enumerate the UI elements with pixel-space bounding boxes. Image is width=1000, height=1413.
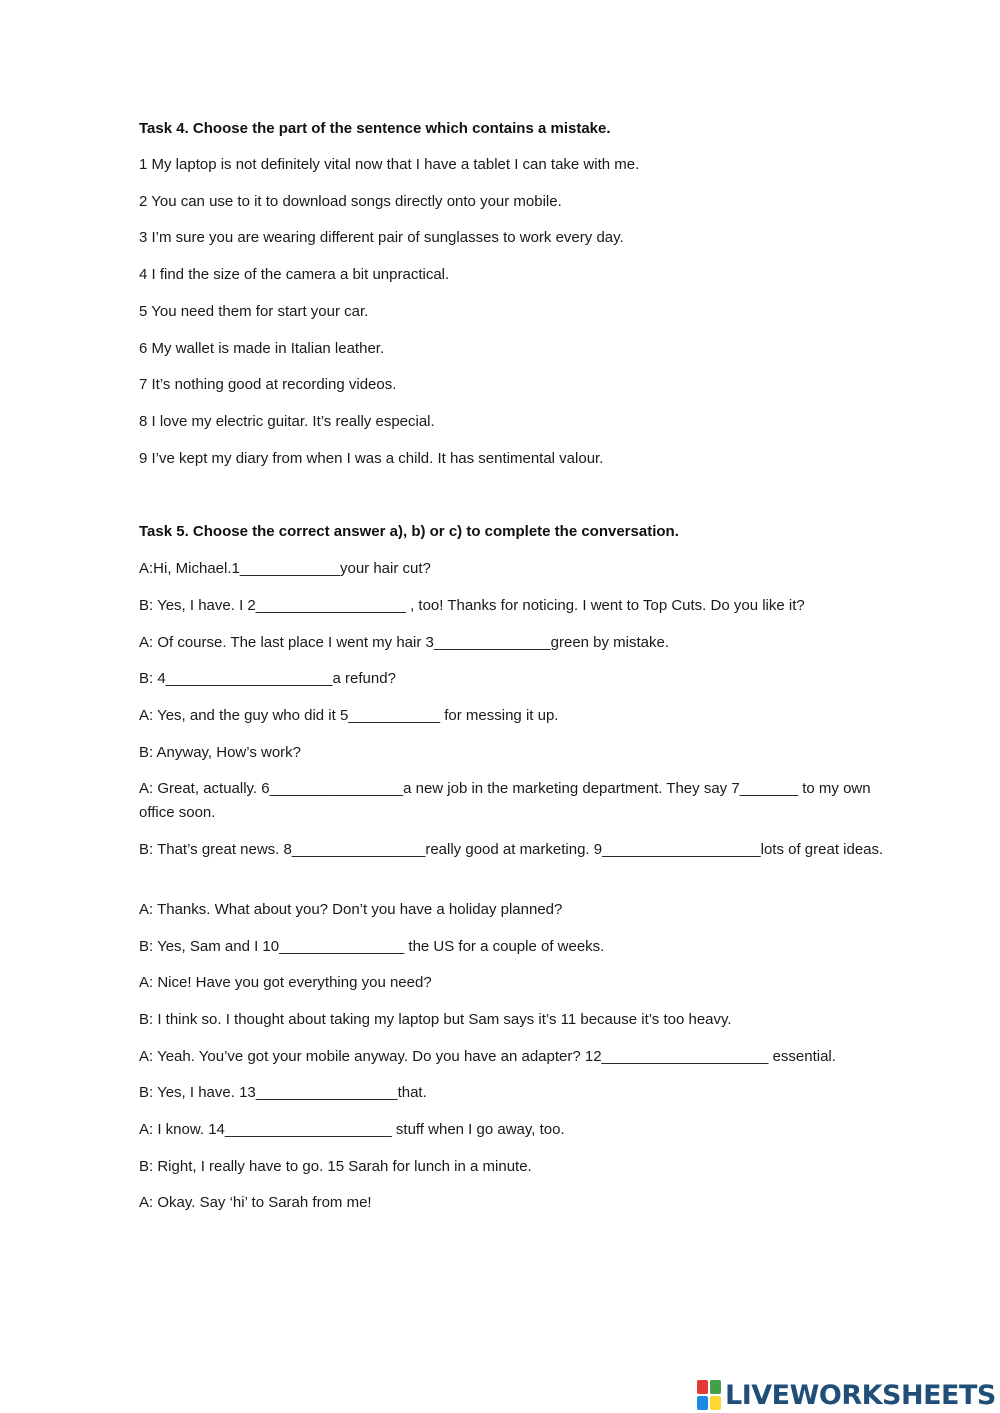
dialogue-line-4: B: 4____________________a refund? <box>139 670 396 687</box>
dialogue-line-5: A: Yes, and the guy who did it 5___________ for messing it up. <box>139 707 559 724</box>
logo-square-yellow <box>710 1396 721 1410</box>
dialogue-line-10: B: Yes, Sam and I 10_______________ the US for a couple of weeks. <box>139 938 605 955</box>
dialogue-line-12: B: I think so. I thought about taking my laptop but Sam says it’s 11 because it’s too heavy. <box>139 1011 732 1028</box>
dialogue-line-14: B: Yes, I have. 13_________________that. <box>139 1084 427 1101</box>
task4-item-2: 2 You can use to it to download songs directly onto your mobile. <box>139 193 562 210</box>
logo-square-green <box>710 1380 721 1394</box>
task4-item-3: 3 I’m sure you are wearing different pair of sunglasses to work every day. <box>139 229 624 246</box>
dialogue-line-3: A: Of course. The last place I went my hair 3______________green by mistake. <box>139 634 670 651</box>
dialogue-line-2: B: Yes, I have. I 2__________________ , too! Thanks for noticing. I went to Top Cuts. Do you like it? <box>139 597 805 614</box>
liveworksheets-logo <box>697 1378 996 1412</box>
dialogue-line-16: B: Right, I really have to go. 15 Sarah for lunch in a minute. <box>139 1158 532 1175</box>
task4-item-8: 8 I love my electric guitar. It’s really especial. <box>139 413 435 430</box>
task4-title: Task 4. Choose the part of the sentence which contains a mistake. <box>139 120 611 137</box>
task4-item-4: 4 I find the size of the camera a bit unpractical. <box>139 266 450 283</box>
dialogue-line-9: A: Thanks. What about you? Don’t you have a holiday planned? <box>139 901 563 918</box>
task4-item-7: 7 It’s nothing good at recording videos. <box>139 376 397 393</box>
dialogue-line-17: A: Okay. Say ‘hi’ to Sarah from me! <box>139 1194 372 1211</box>
logo-square-blue <box>697 1396 708 1410</box>
task5-title: Task 5. Choose the correct answer a), b) or c) to complete the conversation. <box>139 523 679 540</box>
dialogue-line-13: A: Yeah. You’ve got your mobile anyway. Do you have an adapter? 12____________________ essential. <box>139 1048 836 1065</box>
dialogue-line-7: A: Great, actually. 6________________a new job in the marketing department. They say 7_______ to my own office soon. <box>139 780 871 821</box>
liveworksheets-logo-icon <box>697 1380 721 1410</box>
liveworksheets-logo-text: LIVEWORKSHEETS <box>725 1379 996 1411</box>
dialogue-line-1: A:Hi, Michael.1____________your hair cut? <box>139 560 431 577</box>
dialogue-line-15: A: I know. 14____________________ stuff when I go away, too. <box>139 1121 565 1138</box>
task4-item-9: 9 I’ve kept my diary from when I was a child. It has sentimental valour. <box>139 450 604 467</box>
task4-item-1: 1 My laptop is not definitely vital now that I have a tablet I can take with me. <box>139 156 640 173</box>
logo-square-red <box>697 1380 708 1394</box>
dialogue-line-8: B: That’s great news. 8________________really good at marketing. 9___________________lots of great ideas. <box>139 841 884 858</box>
task4-item-5: 5 You need them for start your car. <box>139 303 369 320</box>
task4-item-6: 6 My wallet is made in Italian leather. <box>139 340 385 357</box>
dialogue-line-6: B: Anyway, How’s work? <box>139 744 302 761</box>
dialogue-line-11: A: Nice! Have you got everything you need? <box>139 974 432 991</box>
